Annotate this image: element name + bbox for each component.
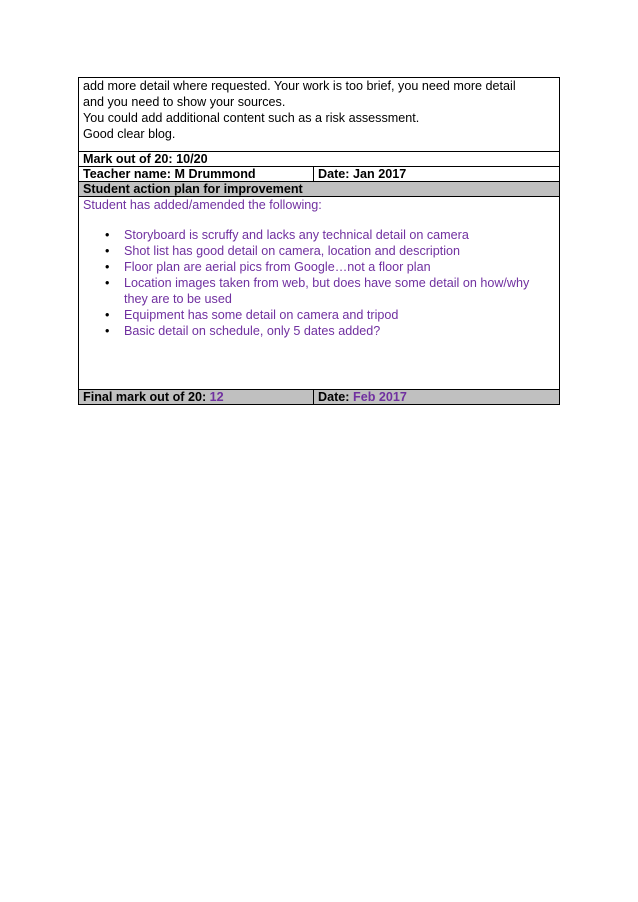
bullet-icon: • <box>105 244 110 258</box>
bullet-icon: • <box>105 228 110 242</box>
teacher-row <box>79 167 560 182</box>
teacher-name: Teacher name: M Drummond <box>79 167 314 182</box>
bullet-icon: • <box>105 260 110 274</box>
action-plan-row <box>79 197 560 390</box>
mark-row <box>79 152 560 167</box>
list-item-text: Floor plan are aerial pics from Google…not a floor plan <box>124 260 431 274</box>
final-date-value: Feb 2017 <box>353 390 407 404</box>
action-plan-heading: Student action plan for improvement <box>79 182 560 197</box>
list-item <box>83 227 555 243</box>
feedback-line: You could add additional content such as a risk assessment. <box>83 111 420 125</box>
assessment-table <box>78 77 560 405</box>
list-item-text: Equipment has some detail on camera and tripod <box>124 308 399 322</box>
bullet-icon: • <box>105 308 110 322</box>
feedback-line: Good clear blog. <box>83 127 176 141</box>
bullet-icon: • <box>105 324 110 338</box>
final-mark-cell <box>79 390 314 405</box>
list-item <box>83 307 555 323</box>
feedback-cell <box>79 78 560 152</box>
list-item-text: Shot list has good detail on camera, location and description <box>124 244 461 258</box>
action-plan-intro: Student has added/amended the following: <box>83 198 322 212</box>
feedback-row <box>79 78 560 152</box>
list-item <box>83 259 555 275</box>
teacher-date: Date: Jan 2017 <box>314 167 560 182</box>
final-mark-label: Final mark out of 20: <box>83 390 207 404</box>
list-item-text: Storyboard is scruffy and lacks any technical detail on camera <box>124 228 469 242</box>
list-item-text: Basic detail on schedule, only 5 dates added? <box>124 324 381 338</box>
bullet-icon: • <box>105 276 110 290</box>
list-item <box>83 243 555 259</box>
list-item <box>83 323 555 339</box>
feedback-line: and you need to show your sources. <box>83 95 286 109</box>
final-date-label: Date: <box>318 390 350 404</box>
action-plan-list <box>83 227 555 339</box>
mark-cell: Mark out of 20: 10/20 <box>79 152 560 167</box>
list-item <box>83 275 555 307</box>
final-date-cell <box>314 390 560 405</box>
final-mark-value: 12 <box>209 390 224 404</box>
list-item-text: Location images taken from web, but does have some detail on how/why they are to be used <box>124 276 530 306</box>
feedback-line: add more detail where requested. Your work is too brief, you need more detail <box>83 79 516 93</box>
final-row <box>79 390 560 405</box>
action-plan-heading-row <box>79 182 560 197</box>
action-plan-cell <box>79 197 560 390</box>
